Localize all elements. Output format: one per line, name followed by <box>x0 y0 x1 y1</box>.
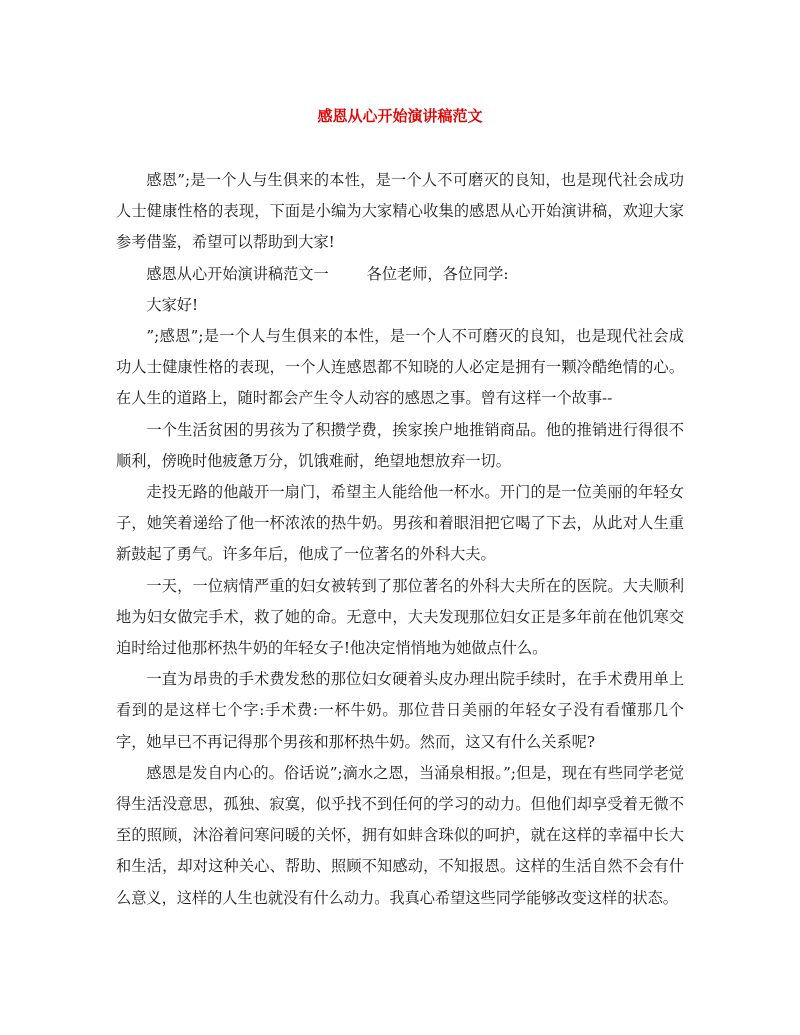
body-paragraph: 一天，一位病情严重的妇女被转到了那位著名的外科大夫所在的医院。大夫顺利地为妇女做完手术，救了她的命。无意中，大夫发现那位妇女正是多年前在他饥寒交迫时给过他那杯热牛奶的年轻女子!他决定悄悄地为她做点什么。 <box>116 576 684 658</box>
document-body <box>116 165 684 914</box>
body-paragraph: 感恩是发自内心的。俗话说”;滴水之恩，当涌泉相报。”;但是，现在有些同学老觉得生活没意思，孤独、寂寞，似乎找不到任何的学习的动力。但他们却享受着无微不至的照顾，沐浴着问寒问暖的关怀，拥有如蚌含珠似的呵护，就在这样的幸福中长大和生活，却对这种关心、帮助、照顾不知感动，不知报恩。这样的生活自然不会有什么意义，这样的人生也就没有什么动力。我真心希望这些同学能够改变这样的状态。 <box>116 763 684 907</box>
body-paragraph: 一直为昂贵的手术费发愁的那位妇女硬着头皮办理出院手续时，在手术费用单上看到的是这样七个字:手术费:一杯牛奶。那位昔日美丽的年轻女子没有看懂那几个字，她早已不再记得那个男孩和那杯热牛奶。然而，这又有什么关系呢? <box>116 670 684 751</box>
section-heading: 感恩从心开始演讲稿范文一 <box>146 264 329 283</box>
intro-paragraph: 感恩”;是一个人与生俱来的本性，是一个人不可磨灭的良知，也是现代社会成功人士健康性格的表现，下面是小编为大家精心收集的感恩从心开始演讲稿，欢迎大家参考借鉴，希望可以帮助到大家! <box>116 171 684 252</box>
body-paragraph: 走投无路的他敲开一扇门，希望主人能给他一杯水。开门的是一位美丽的年轻女子，她笑着递给了他一杯浓浓的热牛奶。男孩和着眼泪把它喝了下去，从此对人生重新鼓起了勇气。许多年后，他成了一位著名的外科大夫。 <box>116 483 684 564</box>
greeting: 大家好! <box>146 295 199 314</box>
section-heading-line <box>116 259 684 290</box>
body-paragraph: ”;感恩”;是一个人与生俱来的本性，是一个人不可磨灭的良知，也是现代社会成功人士健康性格的表现，一个人连感恩都不知晓的人必定是拥有一颗冷酷绝情的心。在人生的道路上，随时都会产生令人动容的感恩之事。曾有这样一个故事-- <box>116 327 684 408</box>
document-title: 感恩从心开始演讲稿范文 <box>317 107 483 125</box>
body-paragraph: 一个生活贫困的男孩为了积攒学费，挨家挨户地推销商品。他的推销进行得很不顺利，傍晚时他疲惫万分，饥饿难耐，绝望地想放弃一切。 <box>116 420 684 470</box>
salutation: 各位老师，各位同学: <box>366 264 509 283</box>
